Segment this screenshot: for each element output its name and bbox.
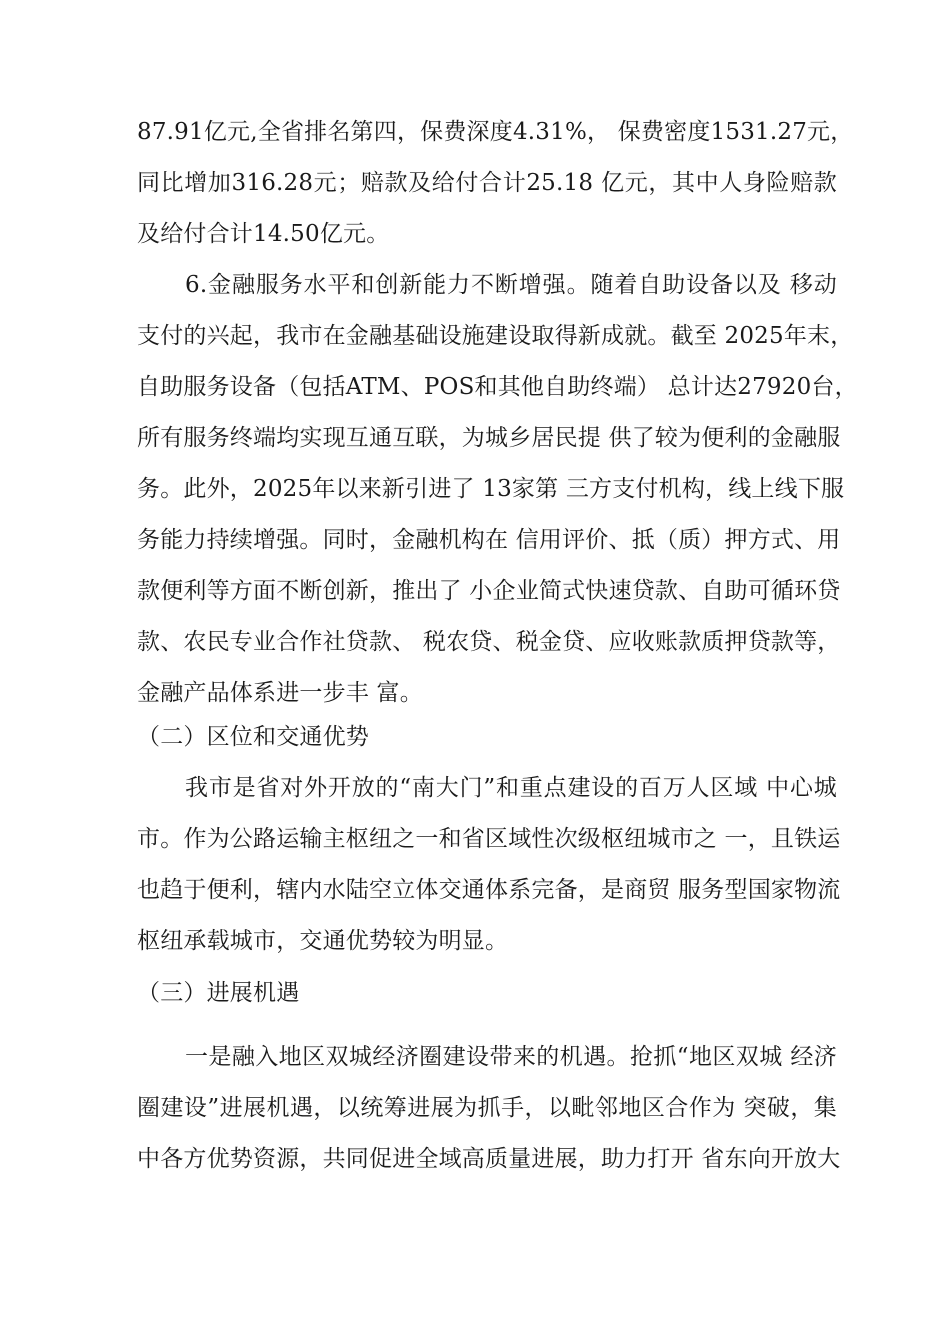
paragraph-line: 自助服务设备（包括ATM、POS和其他自助终端） 总计达27920台， bbox=[137, 374, 858, 400]
paragraph-line: 我市是省对外开放的“南大门”和重点建设的百万人区域 中心城 bbox=[185, 775, 837, 801]
paragraph-line: 金融产品体系进一步丰 富。 bbox=[137, 680, 423, 706]
paragraph-line: 所有服务终端均实现互通互联，为城乡居民提 供了较为便利的金融服 bbox=[137, 425, 841, 451]
paragraph-line: 支付的兴起，我市在金融基础设施建设取得新成就。截至 2025年末， bbox=[137, 323, 854, 349]
paragraph-line: 款便利等方面不断创新，推出了 小企业简式快速贷款、自助可循环贷 bbox=[137, 578, 841, 604]
paragraph-line: 87.91亿元,全省排名第四，保费深度4.31%， 保费密度1531.27元， bbox=[137, 119, 854, 145]
paragraph-line: 务能力持续增强。同时，金融机构在 信用评价、抵（质）押方式、用 bbox=[137, 527, 841, 553]
paragraph-line: 一是融入地区双城经济圈建设带来的机遇。抢抓“地区双城 经济 bbox=[185, 1044, 837, 1070]
paragraph-line: 款、农民专业合作社贷款、 税农贷、税金贷、应收账款质押贷款等， bbox=[137, 629, 841, 655]
paragraph-line: 6.金融服务水平和创新能力不断增强。随着自助设备以及 移动 bbox=[185, 272, 837, 298]
paragraph-line: 也趋于便利，辖内水陆空立体交通体系完备，是商贸 服务型国家物流 bbox=[137, 877, 841, 903]
section-heading: （二）区位和交通优势 bbox=[137, 724, 369, 750]
paragraph-line: 枢纽承载城市，交通优势较为明显。 bbox=[137, 928, 509, 954]
paragraph-line: 中各方优势资源，共同促进全域高质量进展，助力打开 省东向开放大 bbox=[137, 1146, 841, 1172]
paragraph-line: 同比增加316.28元；赔款及给付合计25.18 亿元，其中人身险赔款 bbox=[137, 170, 837, 196]
paragraph-line: 务。此外，2025年以来新引进了 13家第 三方支付机构，线上线下服 bbox=[137, 476, 845, 502]
paragraph-line: 市。作为公路运输主枢纽之一和省区域性次级枢纽城市之 一，且铁运 bbox=[137, 826, 841, 852]
section-heading: （三）进展机遇 bbox=[137, 980, 300, 1006]
paragraph-line: 圈建设”进展机遇，以统筹进展为抓手，以毗邻地区合作为 突破，集 bbox=[137, 1095, 837, 1121]
paragraph-line: 及给付合计14.50亿元。 bbox=[137, 221, 390, 247]
